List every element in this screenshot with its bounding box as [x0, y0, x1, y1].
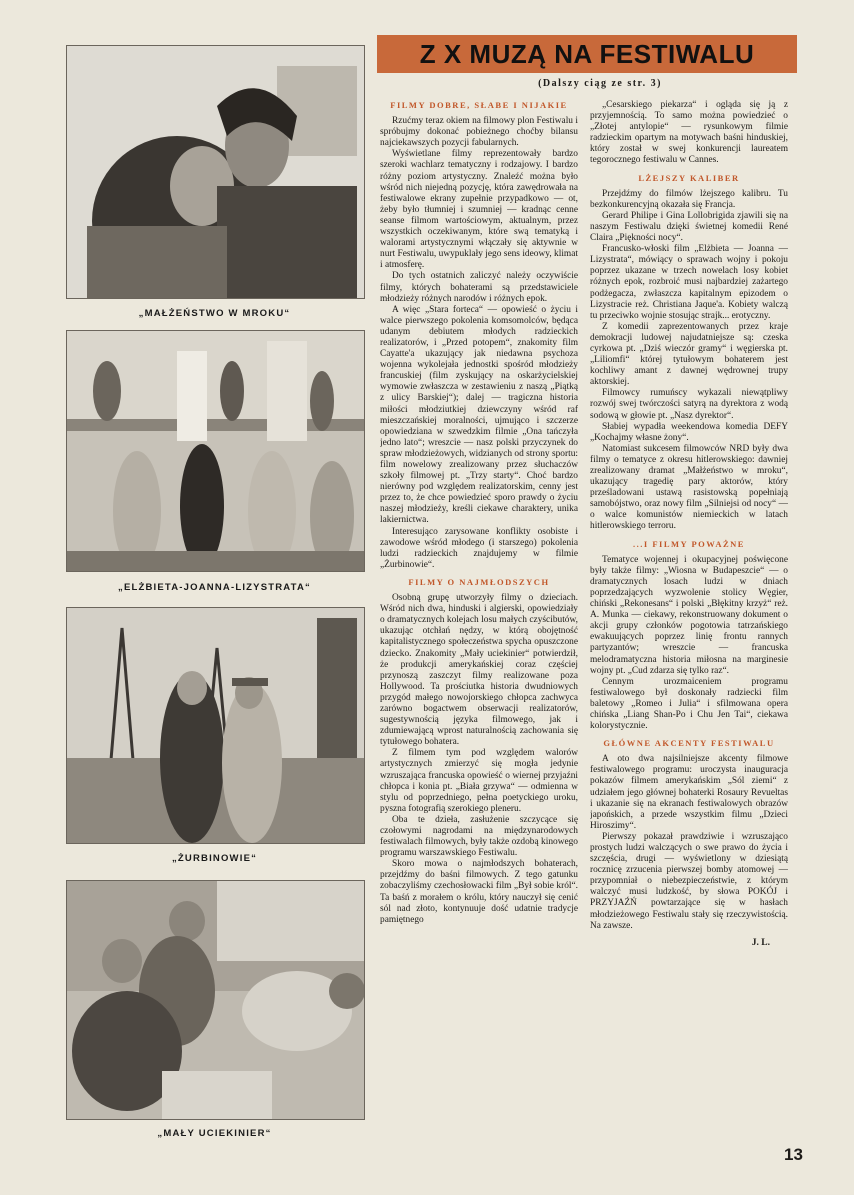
paragraph: Gerard Philipe i Gina Lollobrigida zjawili się na naszym Festiwalu dzięki świetnej komedii René Claira „Piękności nocy“.: [590, 210, 788, 244]
photo-zurbinowie: [66, 607, 365, 844]
paragraph: Skoro mowa o najmłodszych bohaterach, przejdźmy do baśni filmowych. Z tego gatunku zobaczyliśmy czechosłowacki film „Był sobie król“. Ta baśń z morałem o królu, który nauczył się cenić sól nad złoto, kontynuuje dość udatnie tradycje pamiętnego: [380, 859, 578, 925]
section-heading: FILMY DOBRE, SŁABE I NIJAKIE: [390, 100, 568, 110]
photo-elzbieta-joanna-lizystrata: [66, 330, 365, 572]
photo-caption: „MAŁY UCIEKINIER“: [157, 1128, 272, 1139]
paragraph: A więc „Stara forteca“ — opowieść o życiu i walce pierwszego pokolenia komsomolców, będąca udanym debiutem młodych radzieckich realizatorów, i „Przed potopem“, znakomity film Cayatte'a ukazujący jak niedawna psychoza wojenna wykolejała jednostki spośród młodzieży francuskiej (film zyskujący na oskarżycielskiej wymowie zwłaszcza w zestawieniu z naszą „Piątką z ulicy Barskiej“); dalej — tragiczna historia miłości młodziutkiej dziewczyny wśród raf mieszczańskiej moralności, ujmująco i szczerze opowiedziana w szwedzkim filmie „Ona tańczyła jedno lato“; wreszcie — nasz polski przyczynek do spraw młodzieżowych, widzianych od strony sportu: film nowelowy zrealizowany przez słuchaczów szkoły filmowej pt. „Trzy starty“. Choć bardzo nierówny pod względem realizatorskim, cenny jest przez to, że chce powiedzieć sporo prawdy o życiu naszej młodzieży, kreśli ciekawe charaktery, unika lakiernictwa.: [380, 304, 578, 526]
author-signature: J. L.: [751, 937, 770, 948]
section-heading: GŁÓWNE AKCENTY FESTIWALU: [603, 738, 775, 749]
text-column-1: [380, 100, 578, 1140]
text-column-2: [590, 100, 788, 1140]
paragraph: Cennym urozmaiceniem programu festiwalowego był doskonały radziecki film baletowy „Romeo i Julia“ i sfilmowana opera chińska „Liang Shan-Po i Chu Jen Tai“, ciekawa kolorystycznie.: [590, 676, 788, 732]
paragraph: Z filmem tym pod względem walorów artystycznych zmierzyć się mogła jedynie wzruszająca francuska opowieść o wiernej przyjaźni chłopca i konia pt. „Biała grzywa“ — odmienna w stylu od poprzedniego, pełna poetyckiego uroku, pyszna fotografią szerokiego pleneru.: [380, 748, 578, 814]
photo-caption: „ELŻBIETA-JOANNA-LIZYSTRATA“: [118, 582, 311, 593]
photo-maly-uciekinier: [66, 880, 365, 1120]
paragraph: Interesująco zarysowane konflikty osobiste i zawodowe wśród młodego (i starszego) pokolenia ludzi radzieckich znajdujemy w filmie „Żurbinowie“.: [380, 526, 578, 570]
paragraph: Pierwszy pokazał prawdziwie i wzruszająco prostych ludzi walczących o swe prawo do życia i szczęścia, drugi — wyświetlony w dziesiątą rocznicę zrzucenia pierwszej bomby atomowej — przypomniał o niebezpieczeństwie, z którym walczyć musi ludzkość, by słowa POKÓJ i PRZYJAŹŃ powtarzające się w hasłach młodzieżowego Festiwalu stały się rzeczywistością. Na zawsze.: [590, 831, 788, 931]
paragraph: Osobną grupę utworzyły filmy o dzieciach. Wśród nich dwa, hinduski i algierski, opowiedziały o dramatycznych kolejach losu małych czyścibutów, ukazując otchłań nędzy, w którą obojętność kapitalistycznego społeczeństwa spycha opuszczone dziecko. Znakomity „Mały uciekinier“ potwierdził, że produkcji amerykańskiej coraz częściej przynoszą zaszczyt filmy realizowane poza Hollywood. Ta prościutka historia dwudniowych przygód małego nowojorskiego chłopca zachwyca zarówno bogactwem obserwacji realizatorów, sugestywnością języka filmowego, jak i zdumiewającą wprost naturalnością zachowania się tytułowego bohatera.: [380, 593, 578, 748]
photo-caption: „MAŁŻEŃSTWO W MROKU“: [138, 308, 291, 319]
paragraph: Przejdźmy do filmów lżejszego kalibru. Tu bezkonkurencyjną okazała się Francja.: [590, 188, 788, 210]
section-heading: ...I FILMY POWAŻNE: [633, 538, 745, 549]
photo-malzenstwo-w-mroku: [66, 45, 365, 299]
paragraph: Natomiast sukcesem filmowców NRD były dwa filmy o tematyce z okresu hitlerowskiego: dawniej zrealizowany dramat „Małżeństwo w mroku“, ukazujący tragedię pary aktorów, który prześladowani ustawą rasistowską popełniają samobójstwo, oraz nowy film „Silniejsi od nocy“ — o walce komunistów niemieckich w latach hitlerowskiego terroru.: [590, 443, 788, 532]
paragraph: „Cesarskiego piekarza“ i ogląda się ją z przyjemnością. To samo można powiedzieć o „Złotej antylopie“ — rysunkowym filmie radzieckim opartym na motywach baśni hinduskiej, który został w swej konkurencji laureatem tegorocznego festiwalu w Cannes.: [590, 100, 788, 166]
paragraph: Oba te dzieła, zasłużenie szczycące się czołowymi nagrodami na międzynarodowych festiwalach filmowych, były także ozdobą kinowego programu warszawskiego Festiwalu.: [380, 814, 578, 859]
continuation-note: (Dalszy ciąg ze str. 3): [538, 78, 662, 89]
paragraph: Słabiej wypadła weekendowa komedia DEFY „Kochajmy własne żony“.: [590, 421, 788, 443]
paragraph: Rzućmy teraz okiem na filmowy plon Festiwalu i spróbujmy dokonać pobieżnego choćby bilansu najciekawszych pozycji fabularnych.: [380, 116, 578, 149]
photo-caption: „ŻURBINOWIE“: [171, 853, 258, 864]
paragraph: A oto dwa najsilniejsze akcenty filmowe festiwalowego programu: uroczysta inauguracja pokazów filmem amerykańskim „Sól ziemi“ z udziałem jego głównej bohaterki Rosaury Revueltas i ukazanie się na ekranach festiwalowych obrazów japońskich, a przede wszystkim filmu „Dzieci Hiroszimy“.: [590, 754, 788, 831]
paragraph: Filmowcy rumuńscy wykazali niewątpliwy rozwój swej twórczości satyrą na dyrektora z wodą sodową w głowie pt. „Nasz dyrektor“.: [590, 388, 788, 421]
paragraph: Z komedii zaprezentowanych przez kraje demokracji ludowej najudatniejsze są: czeska cyrkowa pt. „Dziś wieczór gramy“ i węgierska pt. „Liliomfi“ której tytułowym bohaterem jest kochliwy amant z dawnej wędrownej trupy aktorskiej.: [590, 321, 788, 388]
paragraph: Wyświetlane filmy reprezentowały bardzo szeroki wachlarz tematyczny i rodzajowy. I bardzo różny poziom artystyczny. Znaleźć można było wśród nich niejedną pozycję, która zawędrowała na festiwalowe ekrany zupełnie przypadkowo — ot, żeby było tłumniej i szumniej — kradnąc cenne seanse filmom wartościowym, aktualnym, przez wszystkich oczekiwanym, które swą tematyką i walorami artystycznymi włączały się aktywnie w nurt Festiwalu, uwypuklały jego sens ideowy, klimat i atmosferę.: [380, 149, 578, 271]
paragraph: Tematyce wojennej i okupacyjnej poświęcone były także filmy: „Wiosna w Budapeszcie“ — o dramatycznych losach ludzi w dniach poprzedzających wyzwolenie stolicy Węgier, chiński „Rekonesans“ i polski „Błękitny krzyż“ reż. A. Munka — ciekawy, rekonstruowany dokument o akcji grupy członków pogotowia tatrzańskiego ewakuujących poprzez linię frontu rannych partyzantów; wreszcie — francuska melodramatyczna historia miłosna na marginesie wojny pt. „Cud zdarza się tylko raz“.: [590, 554, 788, 676]
paragraph: Do tych ostatnich zaliczyć należy oczywiście filmy, których bohaterami są przedstawiciele młodzieży różnych narodów i różnych epok.: [380, 271, 578, 304]
section-heading: FILMY O NAJMŁODSZYCH: [408, 576, 550, 587]
article-title: Z X MUZĄ NA FESTIWALU: [377, 35, 797, 73]
section-heading: LŻEJSZY KALIBER: [638, 172, 740, 183]
page-number: 13: [784, 1145, 803, 1164]
paragraph: Francusko-włoski film „Elżbieta — Joanna — Lizystrata“, mówiący o sprawach wojny i pokoju poprzez ukazane w trzech nowelach losy kobiet różnych epok, rozbroić musi najbardziej zażartego podżegacza, zwłaszcza kapitalnym epizodem o Lizystracie reż. Christiana Jaque'a. Kobiety walczą tu przeciwko wojnie stosując strajk... erotyczny.: [590, 244, 788, 321]
